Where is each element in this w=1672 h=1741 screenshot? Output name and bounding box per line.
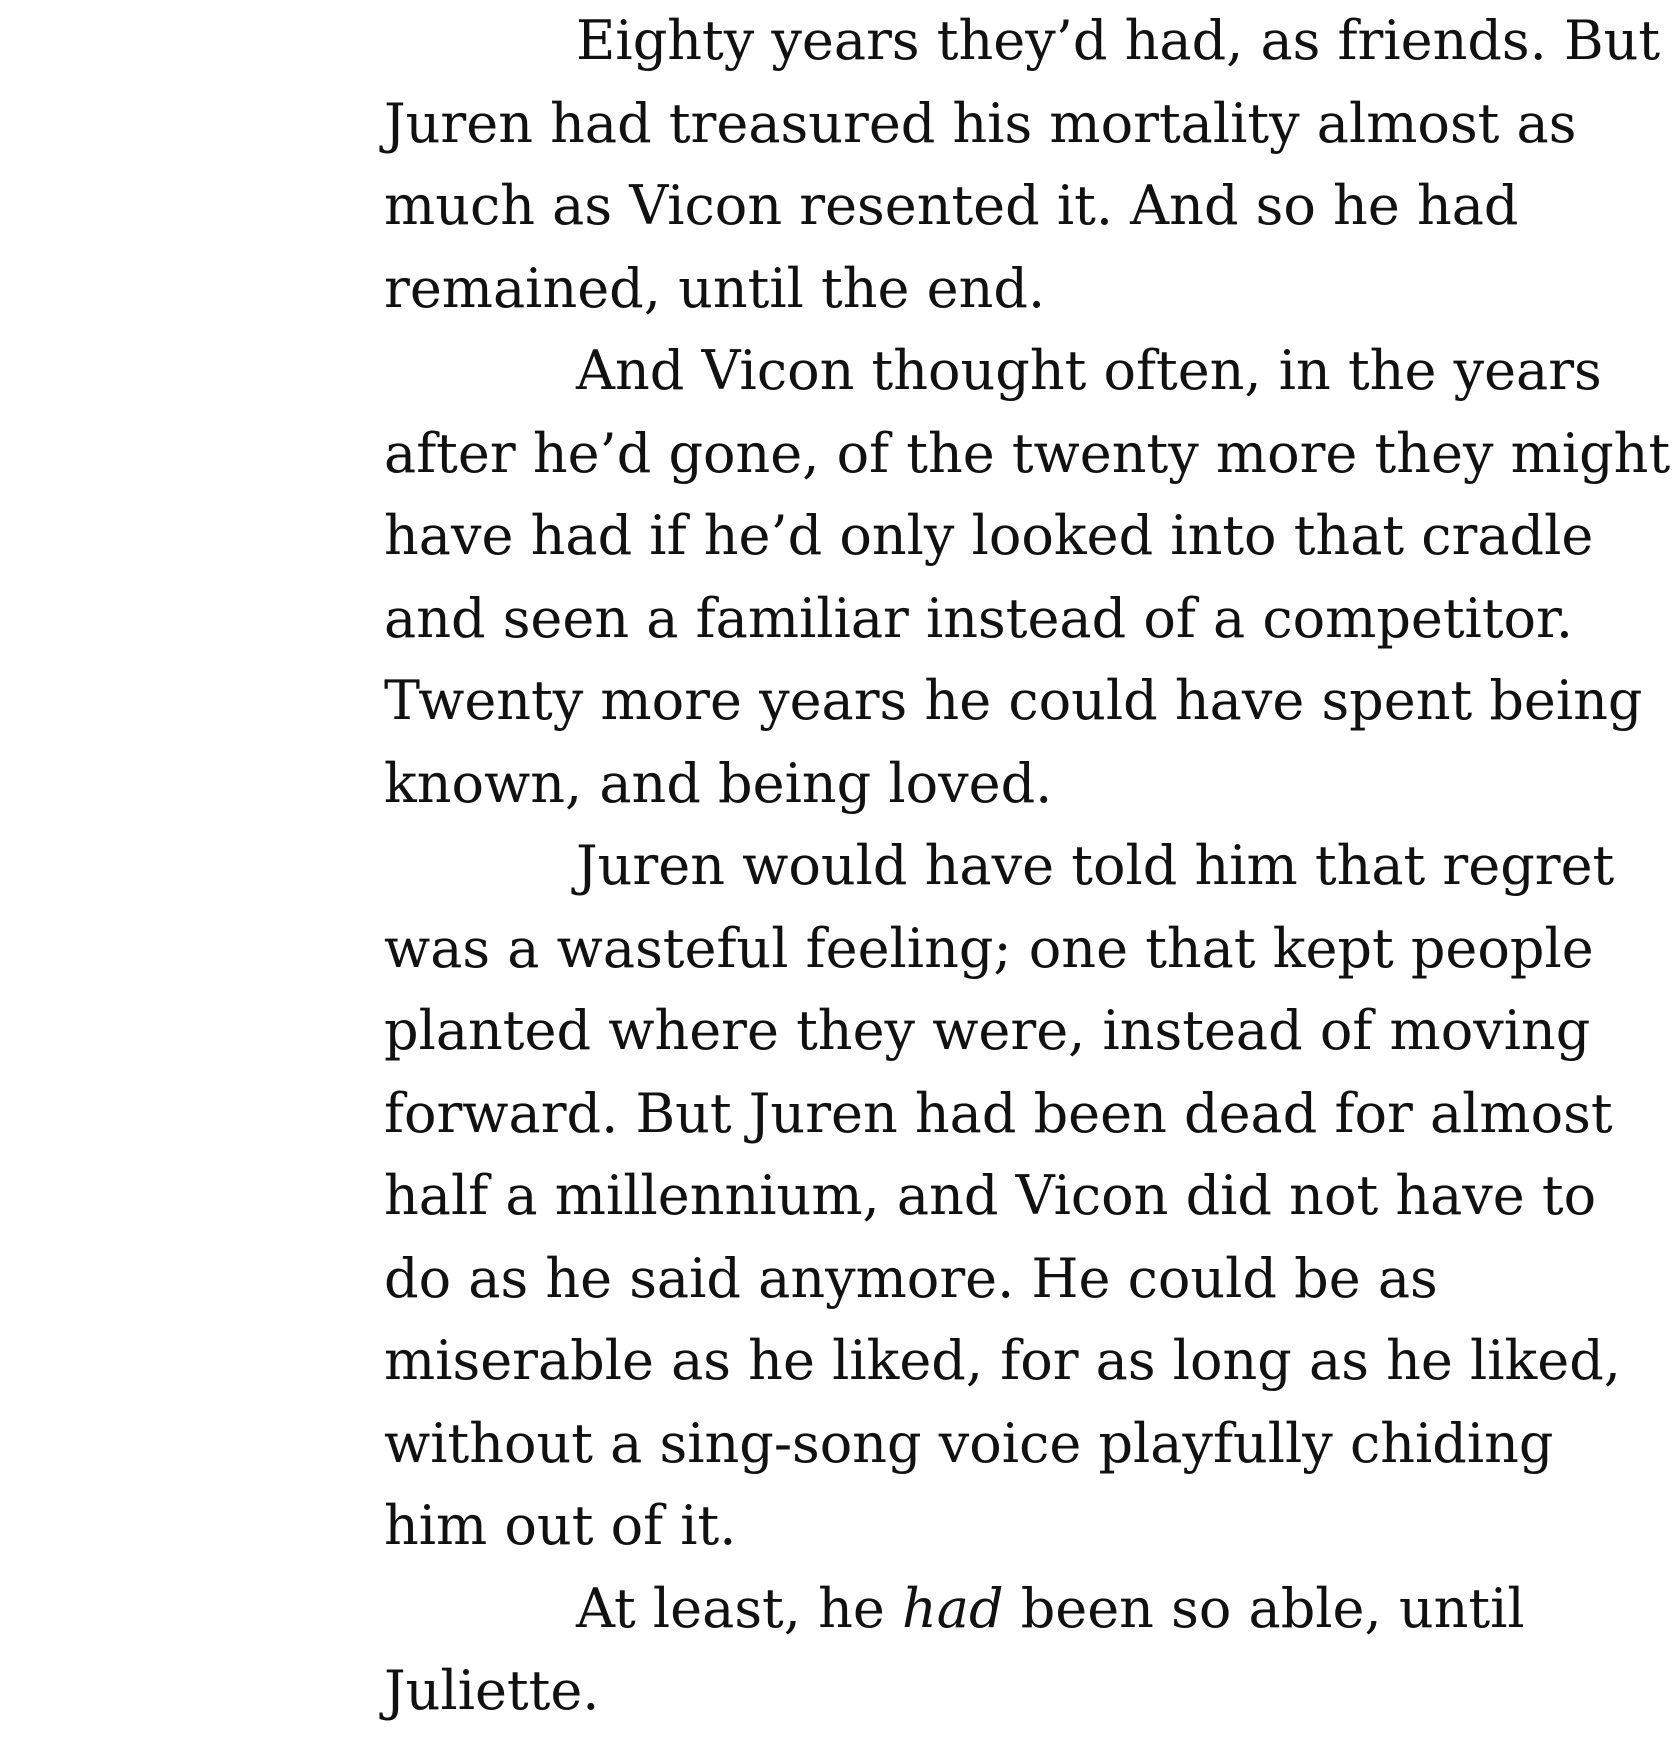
text-line xyxy=(192,1568,1525,1651)
paragraph-4 xyxy=(192,1568,1525,1733)
text-line: miserable as he liked, for as long as he liked, xyxy=(384,1329,1621,1392)
paragraph-1 xyxy=(192,0,1661,330)
text-line: And Vicon thought often, in the years xyxy=(576,339,1602,402)
text-line: Juren would have told him that regret xyxy=(576,834,1615,897)
text-after-italic: been so able, until xyxy=(1003,1576,1525,1640)
text-line: much as Vicon resented it. And so he had xyxy=(384,174,1519,237)
italic-emphasis: had xyxy=(901,1576,1004,1640)
text-line: planted where they were, instead of moving xyxy=(384,999,1591,1062)
text-line: Juliette. xyxy=(384,1659,600,1722)
text-line: have had if he’d only looked into that cradle xyxy=(384,504,1594,567)
text-line: do as he said anymore. He could be as xyxy=(384,1246,1438,1310)
text-line: forward. But Juren had been dead for almost xyxy=(384,1081,1613,1145)
text-line: after he’d gone, of the twenty more they might xyxy=(384,421,1671,485)
text-line: and seen a familiar instead of a competitor. xyxy=(384,586,1574,650)
text-line: Twenty more years he could have spent being xyxy=(384,669,1643,732)
text-line: known, and being loved. xyxy=(384,751,1053,815)
text-line: half a millennium, and Vicon did not have to xyxy=(384,1164,1597,1227)
text-line: Eighty years they’d had, as friends. But xyxy=(576,9,1661,72)
text-line: Juren had treasured his mortality almost as xyxy=(384,91,1577,155)
text-before-italic: At least, he xyxy=(576,1576,902,1640)
text-line: remained, until the end. xyxy=(384,256,1046,320)
text-line: was a wasteful feeling; one that kept people xyxy=(384,916,1594,980)
paragraph-2 xyxy=(192,330,1671,825)
document-page xyxy=(192,0,1671,1733)
paragraph-3 xyxy=(192,825,1621,1568)
text-line: without a sing-song voice playfully chiding xyxy=(384,1411,1554,1475)
text-line: him out of it. xyxy=(384,1494,737,1557)
